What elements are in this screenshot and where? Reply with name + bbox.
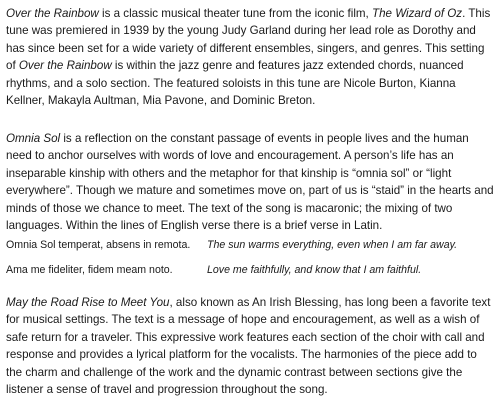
english-translation: Love me faithfully, and know that I am faithful. xyxy=(207,264,422,276)
latin-text: Omnia Sol temperat, absens in remota. xyxy=(6,239,191,251)
paragraph-text: , also known as An Irish Blessing, has long been a favorite text for musical settings. The text is a message of hope and encouragement, as well as a wish of safe return for a traveler. This expressive work features each section of the choir with call and response and provides a lyrical platform for the vocalists. The harmonies of the piece add to the charm and challenge of the work and the dynamic contrast between sections give the listener a sense of travel and progression throughout the song. xyxy=(6,296,491,397)
song-title: Over the Rainbow xyxy=(6,7,99,20)
paragraph-text: is within the jazz genre and features jazz extended chords, nuanced rhythms, and a solo section. The featured soloists in this tune are Nicole Burton, Kianna Kellner, Makayla Aultman, Mia Pavone, and Dominic Breton. xyxy=(6,59,464,108)
paragraph-may-the-road-rise xyxy=(6,294,494,398)
paragraph-omnia-sol xyxy=(6,130,494,234)
english-translation: The sun warms everything, even when I am far away. xyxy=(207,239,458,251)
paragraph-text: is a reflection on the constant passage of events in people lives and the human need to anchor ourselves with words of love and encouragement. A person’s life has an inseparable kinship with others and the metaphor for that kinship is “omnia sol” or “light everywhere”. Though we mature and sometimes move on, part of us is “staid” in the hearts and minds of those we chance to meet. The text of the song is macaronic; the mixing of two languages. Within the lines of English verse there is a brief verse in Latin. xyxy=(6,132,494,233)
song-title: May the Road Rise to Meet You xyxy=(6,296,170,309)
song-title: Over the Rainbow xyxy=(18,59,112,73)
paragraph-over-the-rainbow xyxy=(6,5,494,109)
paragraph-text: . This tune was premiered in 1939 by the young Judy Garland during her lead role as Dorothy and has since been set for a wide variety of different ensembles, singers, and genres. This setting of xyxy=(6,7,491,73)
latin-text: Ama me fideliter, fidem meam noto. xyxy=(6,264,173,276)
song-title: Omnia Sol xyxy=(6,132,61,145)
film-title: The Wizard of Oz xyxy=(372,7,463,20)
paragraph-text: is a classic musical theater tune from the iconic film, xyxy=(98,7,372,20)
